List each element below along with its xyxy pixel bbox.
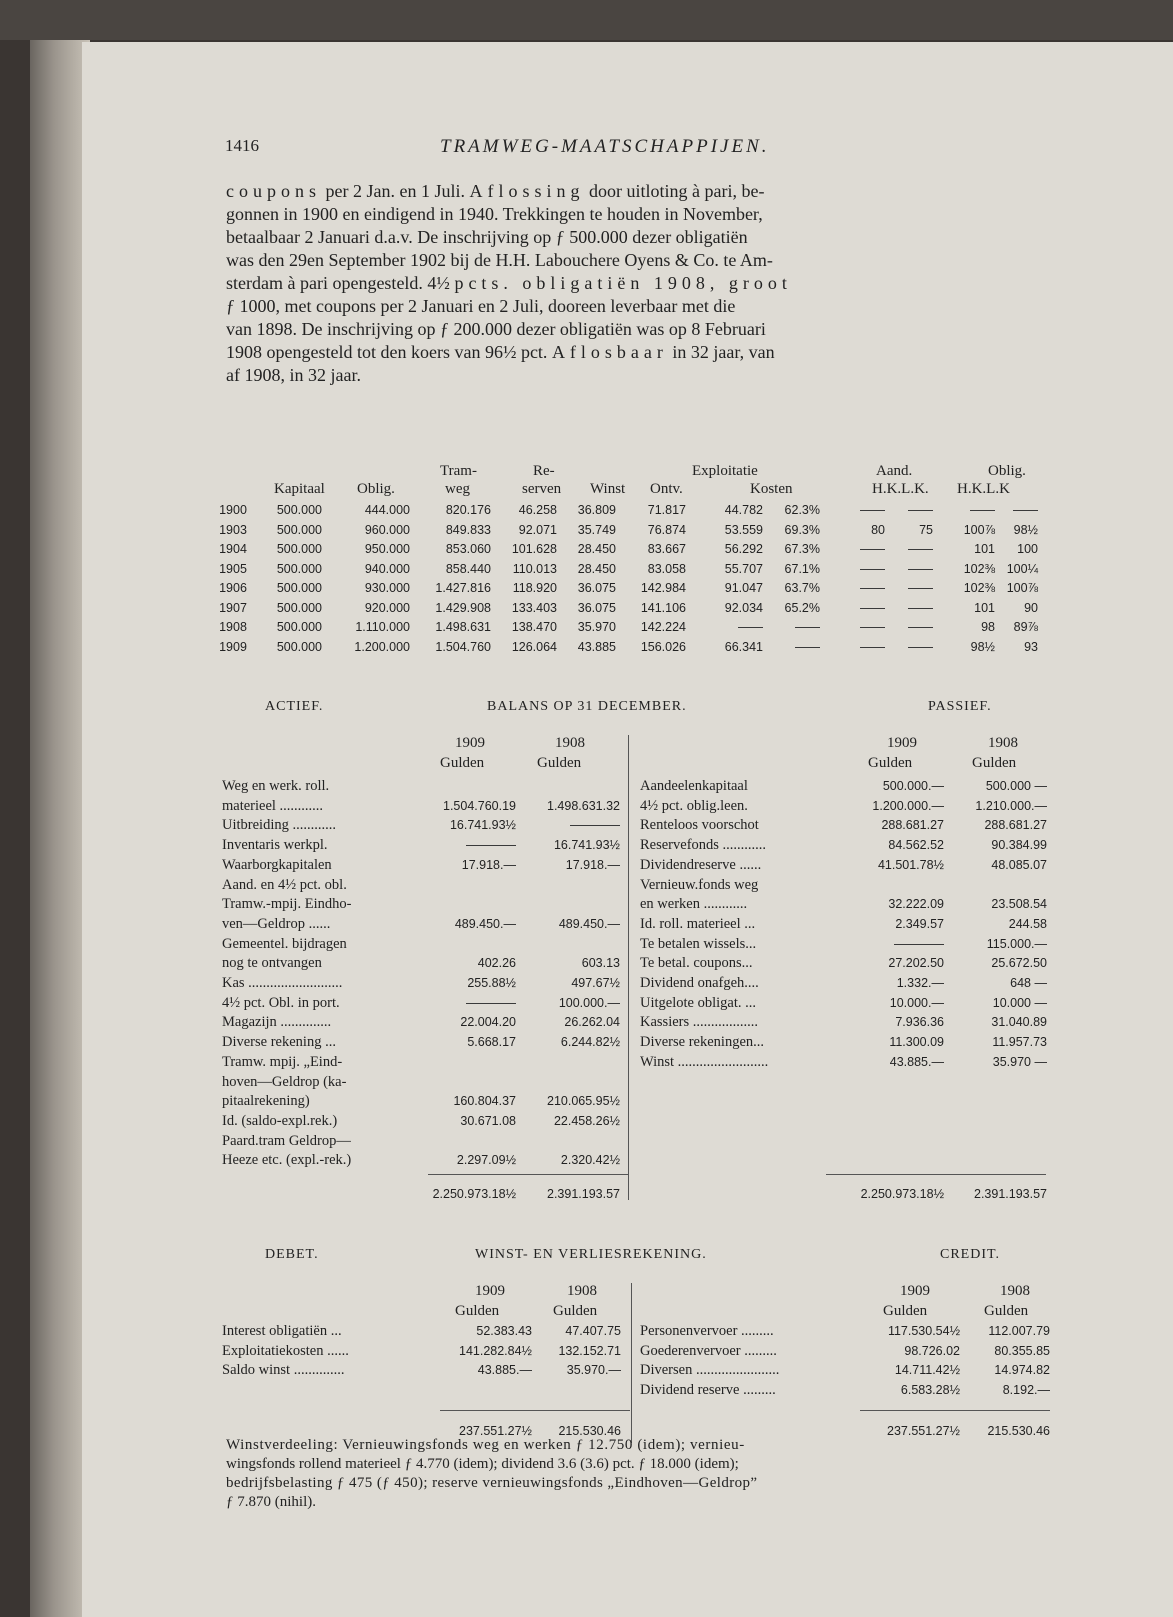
sum-rule — [428, 1174, 628, 1175]
page-number: 1416 — [225, 136, 259, 155]
passief-value-1908: 1.210.000.— — [975, 798, 1047, 813]
stats-header: serven — [522, 481, 562, 497]
stat-kapitaal: 500.000 — [276, 620, 322, 634]
actief-value-1908: 22.458.26½ — [553, 1113, 620, 1128]
col-year: 1909 — [455, 735, 485, 751]
stat-oblig: 930.000 — [364, 581, 410, 595]
col-unit: Gulden — [440, 755, 485, 771]
actief-label: Uitbreiding ............ — [222, 817, 336, 834]
stats-header: weg — [445, 481, 470, 497]
passief-value-1908: 500.000 — — [985, 779, 1047, 793]
footer-line: Winstverdeeling: Vernieuwingsfonds weg en werken ƒ 12.750 (idem); vernieu- — [226, 1437, 745, 1453]
intro-line — [226, 181, 764, 202]
passief-value-1909: 27.202.50 — [888, 956, 944, 971]
total-value: 2.250.973.18½ — [432, 1187, 516, 1201]
stat-aand-1: —— — [860, 561, 885, 576]
passief-value-1908: 48.085.07 — [991, 857, 1047, 872]
stats-header: Oblig. — [988, 463, 1026, 479]
actief-value-1909: 2.297.09½ — [456, 1153, 516, 1168]
stat-aand-2: —— — [908, 503, 933, 517]
col-year: 1908 — [555, 735, 585, 751]
total-value: 215.530.46 — [987, 1424, 1050, 1438]
actief-label: Inventaris werkpl. — [222, 837, 328, 854]
passief-value-1908: 23.508.54 — [991, 897, 1047, 912]
debet-value-1909: 141.282.84½ — [459, 1343, 532, 1358]
stat-kosten: 66.341 — [724, 639, 763, 654]
passief-value-1908: 90.384.99 — [991, 838, 1047, 853]
stat-ontvangst: 142.224 — [640, 620, 686, 634]
page-header — [0, 136, 1173, 164]
stat-oblig: 1.110.000 — [355, 620, 410, 634]
stat-winst: 28.450 — [577, 542, 616, 556]
stat-kosten-pct: 67.1% — [784, 561, 820, 576]
passief-label: Uitgelote obligat. ... — [640, 994, 756, 1011]
actief-label: hoven—Geldrop (ka- — [222, 1073, 347, 1090]
actief-value-1908: 489.450.— — [558, 916, 620, 931]
stat-aand-2: —— — [908, 542, 933, 556]
actief-label: Paard.tram Geldrop— — [222, 1132, 351, 1149]
stat-oblig-2: 89⅞ — [1013, 620, 1038, 634]
stat-reserven: 110.013 — [512, 561, 557, 576]
stat-kapitaal: 500.000 — [276, 600, 322, 615]
actief-value-1909: 255.88½ — [467, 976, 516, 990]
total-value: 237.551.27½ — [459, 1424, 532, 1438]
intro-text: pcts. obligatiën 1908, groot — [454, 273, 792, 293]
stat-ontvangst: 83.058 — [647, 561, 686, 576]
stats-header: H.K.L.K. — [872, 481, 929, 497]
stat-oblig-1: 98½ — [970, 639, 995, 654]
actief-value-1908: 603.13 — [581, 956, 620, 971]
stats-header: Ontv. — [650, 481, 683, 497]
actief-value-1908: 2.320.42½ — [560, 1153, 620, 1168]
passief-label: Diverse rekeningen... — [640, 1034, 765, 1051]
actief-label: materieel ............ — [222, 797, 324, 814]
debet-value-1908: 35.970.— — [566, 1363, 621, 1377]
passief-label: Te betal. coupons... — [640, 955, 753, 972]
total-value: 215.530.46 — [558, 1424, 621, 1438]
intro-line: betaalbaar 2 Januari d.a.v. De inschrijving op ƒ 500.000 dezer obligatiën — [226, 227, 748, 247]
stat-kosten: 91.047 — [724, 581, 763, 595]
stat-kosten-pct: 63.7% — [784, 581, 820, 595]
sum-rule — [860, 1410, 1050, 1411]
stat-year: 1903 — [219, 522, 247, 537]
stat-winst: 36.809 — [577, 503, 616, 517]
credit-value-1908: 14.974.82 — [994, 1363, 1050, 1377]
stats-header: Aand. — [876, 463, 913, 479]
passief-value-1909: 2.349.57 — [895, 916, 944, 931]
passief-value-1908: 244.58 — [1008, 916, 1047, 931]
passief-label: Renteloos voorschot — [640, 817, 759, 834]
stat-year: 1909 — [219, 639, 247, 654]
passief-value-1909: 1.200.000.— — [872, 798, 944, 813]
credit-value-1909: 6.583.28½ — [900, 1382, 960, 1397]
actief-label: pitaalrekening) — [222, 1093, 310, 1110]
stat-oblig-2: 100 — [1017, 542, 1038, 556]
book-top-edge — [0, 0, 1173, 40]
intro-text: in 32 jaar, van — [667, 342, 775, 362]
debet-label: Interest obligatiën ... — [222, 1323, 342, 1339]
col-unit: Gulden — [883, 1303, 928, 1319]
stat-kapitaal: 500.000 — [276, 561, 322, 576]
col-year: 1909 — [475, 1283, 505, 1299]
credit-label: Dividend reserve ......... — [640, 1381, 776, 1398]
passief-value-1908: 288.681.27 — [984, 818, 1047, 833]
passief-value-1908: 11.957.73 — [992, 1035, 1047, 1050]
stat-oblig-2: 100¼ — [1006, 561, 1038, 576]
stat-reserven: 92.071 — [518, 522, 557, 537]
total-value: 237.551.27½ — [887, 1424, 960, 1438]
actief-label: Aand. en 4½ pct. obl. — [222, 876, 347, 893]
actief-label: Id. (saldo-expl.rek.) — [222, 1112, 338, 1129]
stat-kosten: 44.782 — [724, 503, 763, 517]
debet-value-1908: 132.152.71 — [558, 1343, 621, 1358]
passief-value-1909: 32.222.09 — [888, 897, 944, 912]
intro-line: ƒ 1000, met coupons per 2 Januari en 2 Juli, dooreen leverbaar met die — [226, 296, 736, 316]
intro-text: Aflosbaar — [551, 342, 668, 362]
stat-winst: 43.885 — [577, 639, 616, 654]
sum-rule — [826, 1174, 1046, 1175]
stat-reserven: 101.628 — [511, 542, 557, 556]
passief-label: Reservefonds ............ — [640, 837, 767, 854]
stat-ontvangst: 156.026 — [640, 639, 686, 654]
stats-header: Kapitaal — [274, 481, 325, 497]
passief-value-1908: 25.672.50 — [991, 956, 1047, 971]
col-unit: Gulden — [537, 755, 582, 771]
stat-tramweg: 1.429.908 — [435, 600, 491, 615]
passief-label: Dividend onafgeh.... — [640, 975, 759, 991]
actief-label: Tramw.-mpij. Eindho- — [222, 896, 352, 913]
col-unit: Gulden — [553, 1303, 598, 1319]
column-divider — [631, 1283, 632, 1443]
column-divider — [628, 735, 629, 1200]
debet-value-1909: 43.885.— — [477, 1363, 532, 1377]
actief-value-1909: ———— — [466, 838, 516, 853]
col-year: 1908 — [567, 1283, 597, 1299]
intro-line: gonnen in 1900 en eindigend in 1940. Trekkingen te houden in November, — [226, 204, 763, 224]
stat-aand-2: —— — [908, 561, 933, 576]
stat-tramweg: 858.440 — [445, 561, 491, 576]
sum-rule — [440, 1410, 630, 1411]
stat-oblig-1: 101 — [974, 600, 995, 615]
passief-label: Id. roll. materieel ... — [640, 915, 756, 932]
actief-value-1909: ———— — [466, 995, 516, 1010]
actief-label: Kas .......................... — [222, 975, 343, 991]
debet-label: Saldo winst .............. — [222, 1362, 345, 1378]
stat-oblig-1: —— — [970, 503, 995, 517]
stats-header: Re- — [533, 463, 555, 479]
stat-oblig-2: 93 — [1024, 639, 1038, 654]
actief-label: 4½ pct. Obl. in port. — [222, 994, 340, 1011]
passief-label: 4½ pct. oblig.leen. — [640, 797, 748, 814]
passief-value-1909: 43.885.— — [889, 1054, 944, 1069]
stat-oblig-2: —— — [1013, 503, 1038, 517]
actief-label: ven—Geldrop ...... — [222, 915, 331, 932]
balance-caption-left: ACTIEF. — [265, 699, 324, 714]
credit-label: Personenvervoer ......... — [640, 1323, 774, 1339]
pl-caption-mid: WINST- EN VERLIESREKENING. — [475, 1247, 707, 1262]
intro-text: sterdam à pari opengesteld. 4½ — [226, 273, 455, 293]
actief-value-1908: 100.000.— — [558, 995, 620, 1010]
stat-oblig: 960.000 — [364, 522, 410, 537]
col-unit: Gulden — [972, 755, 1017, 771]
stat-winst: 36.075 — [577, 600, 616, 615]
stat-oblig: 950.000 — [364, 542, 410, 556]
stats-header: Oblig. — [357, 481, 395, 497]
stat-aand-2: —— — [908, 581, 933, 595]
credit-value-1908: 112.007.79 — [988, 1324, 1050, 1338]
stat-winst: 36.075 — [577, 581, 616, 595]
stat-tramweg: 1.498.631 — [435, 620, 491, 634]
actief-value-1909: 16.741.93½ — [449, 818, 516, 833]
actief-label: Magazijn .............. — [222, 1014, 332, 1031]
stat-year: 1908 — [219, 620, 247, 634]
intro-text: per 2 Jan. en 1 Juli. — [321, 181, 470, 201]
stat-reserven: 46.258 — [518, 503, 557, 517]
actief-label: Weg en werk. roll. — [222, 778, 330, 794]
stat-kosten-pct: 65.2% — [784, 600, 820, 615]
actief-label: Heeze etc. (expl.-rek.) — [222, 1152, 352, 1169]
pl-caption-right: CREDIT. — [940, 1247, 1001, 1262]
stat-oblig-2: 98½ — [1013, 522, 1038, 537]
stat-kapitaal: 500.000 — [276, 639, 322, 654]
stat-kosten: 53.559 — [724, 522, 763, 537]
stat-aand-1: —— — [860, 600, 885, 615]
col-year: 1909 — [887, 735, 917, 751]
passief-value-1908: 648 — — [1010, 976, 1047, 990]
actief-value-1909: 30.671.08 — [460, 1113, 516, 1128]
actief-label: Diverse rekening ... — [222, 1034, 336, 1051]
stat-tramweg: 853.060 — [445, 542, 491, 556]
pl-caption-left: DEBET. — [265, 1247, 319, 1262]
credit-value-1908: 80.355.85 — [994, 1343, 1050, 1358]
stat-reserven: 118.920 — [512, 581, 557, 595]
passief-value-1909: 288.681.27 — [881, 818, 944, 833]
stat-aand-1: 80 — [871, 522, 885, 537]
passief-label: Vernieuw.fonds weg — [640, 876, 759, 893]
stat-ontvangst: 141.106 — [640, 600, 686, 615]
intro-text: Aflossing — [469, 181, 585, 201]
stat-year: 1905 — [219, 561, 247, 576]
col-year: 1909 — [900, 1283, 930, 1299]
stat-aand-1: —— — [860, 542, 885, 556]
actief-value-1909: 5.668.17 — [467, 1035, 516, 1050]
col-unit: Gulden — [984, 1303, 1029, 1319]
intro-line: was den 29en September 1902 bij de H.H. Labouchere Oyens & Co. te Am- — [226, 250, 773, 270]
stat-winst: 35.970 — [577, 620, 616, 634]
stat-kosten: 56.292 — [724, 542, 763, 556]
passief-value-1909: 1.332.— — [896, 976, 944, 990]
passief-value-1908: 31.040.89 — [991, 1015, 1047, 1030]
stat-kosten: 55.707 — [724, 561, 763, 576]
balance-caption-right: PASSIEF. — [928, 699, 992, 714]
stat-oblig-1: 102⅜ — [963, 581, 995, 595]
passief-value-1909: 500.000.— — [882, 779, 944, 793]
stat-aand-1: —— — [860, 620, 885, 634]
stat-oblig-1: 98 — [981, 620, 995, 634]
stat-aand-2: —— — [908, 620, 933, 634]
actief-value-1908: 210.065.95½ — [547, 1094, 620, 1109]
stat-tramweg: 849.833 — [445, 522, 491, 537]
book-spine — [30, 40, 90, 1617]
stats-header: Exploitatie — [692, 463, 758, 479]
actief-value-1909: 402.26 — [477, 956, 516, 971]
col-year: 1908 — [988, 735, 1018, 751]
actief-value-1908: 1.498.631.32 — [547, 798, 620, 813]
stat-kosten-pct: 62.3% — [784, 503, 820, 517]
stat-reserven: 133.403 — [511, 600, 557, 615]
balance-caption-mid: BALANS OP 31 DECEMBER. — [487, 699, 687, 714]
actief-label: Gemeentel. bijdragen — [222, 935, 347, 952]
total-value: 2.391.193.57 — [547, 1187, 620, 1201]
stats-header: Tram- — [440, 463, 477, 479]
stat-aand-2: —— — [908, 639, 933, 654]
footer-line: bedrijfsbelasting ƒ 475 (ƒ 450); reserve vernieuwingsfonds „Eindhoven—Geldrop” — [226, 1475, 758, 1491]
actief-value-1909: 22.004.20 — [460, 1015, 516, 1030]
credit-value-1908: 8.192.— — [1002, 1382, 1050, 1397]
credit-value-1909: 98.726.02 — [904, 1343, 960, 1358]
stat-kosten: 92.034 — [724, 600, 763, 615]
passief-value-1908: 115.000.— — [986, 936, 1047, 951]
col-year: 1908 — [1000, 1283, 1030, 1299]
passief-value-1909: 7.936.36 — [895, 1015, 944, 1030]
passief-label: Dividendreserve ...... — [640, 856, 762, 873]
stat-oblig-1: 100⅞ — [963, 522, 995, 537]
debet-value-1908: 47.407.75 — [565, 1324, 621, 1338]
stat-kapitaal: 500.000 — [276, 542, 322, 556]
credit-value-1909: 14.711.42½ — [894, 1363, 960, 1377]
stat-aand-2: —— — [908, 600, 933, 615]
stat-oblig: 940.000 — [364, 561, 410, 576]
stats-header: Kosten — [750, 481, 793, 497]
stat-kapitaal: 500.000 — [276, 581, 322, 595]
stat-aand-1: —— — [860, 581, 885, 595]
stat-winst: 28.450 — [577, 561, 616, 576]
stat-year: 1904 — [219, 542, 247, 556]
passief-label: Aandeelenkapitaal — [640, 778, 748, 794]
actief-value-1908: 497.67½ — [571, 976, 620, 990]
running-title: TRAMWEG-MAATSCHAPPIJEN. — [440, 136, 770, 157]
credit-value-1909: 117.530.54½ — [887, 1324, 960, 1338]
passief-label: en werken ............ — [640, 896, 748, 913]
col-unit: Gulden — [455, 1303, 500, 1319]
credit-label: Goederenvervoer ......... — [640, 1342, 777, 1359]
passief-value-1909: 11.300.09 — [889, 1035, 944, 1050]
actief-value-1909: 489.450.— — [454, 916, 516, 931]
stat-oblig-1: 101 — [974, 542, 995, 556]
stat-winst: 35.749 — [577, 522, 616, 537]
stat-tramweg: 820.176 — [445, 503, 491, 517]
stat-kosten-pct: 67.3% — [784, 542, 820, 556]
debet-value-1909: 52.383.43 — [476, 1324, 532, 1338]
stat-kapitaal: 500.000 — [276, 503, 322, 517]
actief-value-1908: 6.244.82½ — [560, 1035, 620, 1050]
stat-ontvangst: 76.874 — [647, 522, 686, 537]
passief-value-1909: 10.000.— — [889, 995, 944, 1010]
stat-oblig-1: 102⅜ — [963, 561, 995, 576]
stat-kosten-pct: —— — [795, 620, 820, 634]
total-value: 2.250.973.18½ — [860, 1187, 944, 1201]
stat-ontvangst: 142.984 — [640, 581, 686, 595]
actief-value-1909: 1.504.760.19 — [443, 798, 516, 813]
stat-oblig: 444.000 — [364, 503, 410, 517]
footer-line: wingsfonds rollend materieel ƒ 4.770 (idem); dividend 3.6 (3.6) pct. ƒ 18.000 (idem); — [226, 1456, 739, 1472]
stat-kapitaal: 500.000 — [276, 522, 322, 537]
actief-value-1909: 17.918.— — [461, 857, 516, 872]
passief-label: Te betalen wissels... — [640, 935, 757, 952]
actief-value-1908: 17.918.— — [565, 857, 620, 872]
actief-value-1908: 26.262.04 — [564, 1015, 620, 1030]
intro-text: coupons — [226, 181, 321, 201]
intro-line — [226, 273, 792, 294]
stat-kosten-pct: —— — [795, 639, 820, 654]
stat-tramweg: 1.427.816 — [435, 581, 491, 595]
stat-tramweg: 1.504.760 — [435, 639, 491, 654]
passief-value-1908: 35.970 — — [992, 1054, 1047, 1069]
actief-value-1908: 16.741.93½ — [553, 838, 620, 853]
col-unit: Gulden — [868, 755, 913, 771]
stat-year: 1907 — [219, 600, 247, 615]
passief-label: Winst ......................... — [640, 1053, 769, 1070]
passief-label: Kassiers .................. — [640, 1014, 759, 1031]
stat-reserven: 126.064 — [511, 639, 557, 654]
credit-label: Diversen ....................... — [640, 1362, 780, 1378]
intro-text: 1908 opengesteld tot den koers van 96½ pct. — [226, 342, 552, 362]
intro-text: door uitloting à pari, be- — [584, 181, 765, 201]
stat-oblig: 920.000 — [364, 600, 410, 615]
stat-oblig: 1.200.000 — [354, 639, 410, 654]
actief-value-1909: 160.804.37 — [453, 1094, 516, 1109]
intro-line — [226, 342, 775, 363]
stats-header: Winst — [590, 481, 626, 497]
intro-line: van 1898. De inschrijving op ƒ 200.000 dezer obligatiën was op 8 Februari — [226, 319, 766, 339]
passief-value-1909: ———— — [894, 936, 944, 951]
actief-label: Tramw. mpij. „Eind- — [222, 1053, 343, 1070]
actief-value-1908: ———— — [570, 818, 620, 833]
passief-value-1909: 41.501.78½ — [877, 857, 944, 872]
debet-label: Exploitatiekosten ...... — [222, 1342, 349, 1359]
stat-kosten-pct: 69.3% — [784, 522, 820, 537]
stat-oblig-2: 100⅞ — [1006, 581, 1038, 595]
total-value: 2.391.193.57 — [974, 1187, 1047, 1201]
stat-year: 1906 — [219, 581, 247, 595]
stat-year: 1900 — [219, 503, 247, 517]
actief-label: nog te ontvangen — [222, 955, 322, 972]
stat-aand-1: —— — [860, 503, 885, 517]
stat-aand-1: —— — [860, 639, 885, 654]
stat-ontvangst: 71.817 — [647, 503, 686, 517]
stats-header: H.K.L.K — [957, 481, 1010, 497]
stat-kosten: —— — [738, 620, 763, 634]
stat-aand-2: 75 — [919, 522, 933, 537]
stat-oblig-2: 90 — [1024, 600, 1038, 615]
passief-value-1908: 10.000 — — [992, 995, 1047, 1010]
stat-reserven: 138.470 — [511, 620, 557, 634]
actief-label: Waarborgkapitalen — [222, 856, 332, 873]
passief-value-1909: 84.562.52 — [888, 838, 944, 853]
footer-line: ƒ 7.870 (nihil). — [226, 1494, 316, 1510]
stat-ontvangst: 83.667 — [647, 542, 686, 556]
intro-line: af 1908, in 32 jaar. — [226, 365, 361, 385]
